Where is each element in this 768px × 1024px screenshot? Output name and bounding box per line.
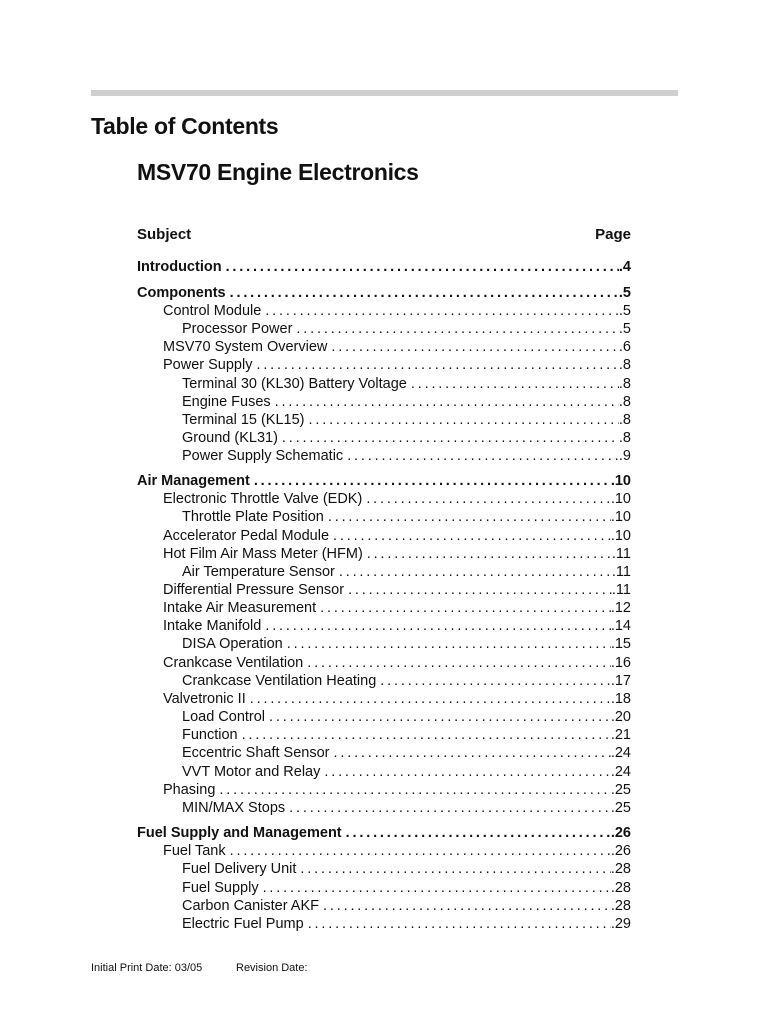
toc-entry[interactable] bbox=[182, 708, 631, 726]
toc-entry[interactable] bbox=[163, 842, 631, 860]
toc-entry-page: .11 bbox=[611, 564, 631, 580]
toc-entry[interactable] bbox=[163, 581, 631, 599]
toc-entry[interactable] bbox=[163, 527, 631, 545]
dot-leader bbox=[324, 763, 610, 781]
document-title: MSV70 Engine Electronics bbox=[137, 159, 419, 185]
toc-entry-page: .10 bbox=[610, 509, 631, 525]
toc-entry[interactable] bbox=[182, 915, 631, 933]
dot-leader bbox=[334, 744, 611, 762]
dot-leader bbox=[320, 599, 611, 617]
dot-leader bbox=[289, 799, 611, 817]
toc-entry-title: Air Management bbox=[137, 473, 250, 489]
toc-entry-title: Introduction bbox=[137, 259, 222, 275]
toc-entry[interactable] bbox=[182, 429, 631, 447]
toc-entry-page: .10 bbox=[610, 491, 631, 507]
toc-entry-page: .29 bbox=[610, 916, 631, 932]
dot-leader bbox=[309, 411, 619, 429]
toc-entry-page: .11 bbox=[611, 546, 631, 562]
toc-entry-page: .14 bbox=[610, 618, 631, 634]
toc-entry-page: .8 bbox=[618, 357, 631, 373]
toc-entry-page: .5 bbox=[618, 285, 631, 301]
toc-entry-title: Fuel Supply bbox=[182, 880, 259, 896]
dot-leader bbox=[347, 447, 619, 465]
dot-leader bbox=[367, 545, 612, 563]
toc-entry-page: .17 bbox=[610, 673, 631, 689]
toc-entry-title: Intake Manifold bbox=[163, 618, 262, 634]
toc-entry-page: .26 bbox=[610, 843, 631, 859]
toc-entry-title: Air Temperature Sensor bbox=[182, 564, 335, 580]
toc-entry-page: .28 bbox=[610, 880, 631, 896]
dot-leader bbox=[287, 635, 611, 653]
toc-entry-title: Engine Fuses bbox=[182, 394, 271, 410]
toc-entry[interactable] bbox=[182, 393, 631, 411]
toc-entry-title: VVT Motor and Relay bbox=[182, 764, 321, 780]
toc-entry[interactable] bbox=[163, 356, 631, 374]
dot-leader bbox=[300, 860, 610, 878]
toc-entry-page: .9 bbox=[618, 448, 631, 464]
toc-entry[interactable] bbox=[163, 781, 631, 799]
toc-entry-page: .10 bbox=[610, 473, 631, 489]
toc-entry-title: Load Control bbox=[182, 709, 266, 725]
dot-leader bbox=[296, 320, 619, 338]
toc-entry-title: MSV70 System Overview bbox=[163, 339, 328, 355]
toc-entry-title: Crankcase Ventilation bbox=[163, 655, 304, 671]
dot-leader bbox=[242, 726, 611, 744]
toc-entry[interactable] bbox=[163, 654, 631, 672]
toc-entry-title: Terminal 30 (KL30) Battery Voltage bbox=[182, 376, 407, 392]
dot-leader bbox=[230, 284, 619, 302]
subject-column-header: Subject bbox=[137, 226, 192, 243]
dot-leader bbox=[230, 842, 611, 860]
toc-entry[interactable] bbox=[182, 763, 631, 781]
toc-entry[interactable] bbox=[182, 799, 631, 817]
toc-entry-page: .24 bbox=[610, 745, 631, 761]
toc-entry-page: .28 bbox=[610, 861, 631, 877]
toc-entry-page: .10 bbox=[610, 528, 631, 544]
toc-section-entry[interactable] bbox=[137, 258, 631, 276]
toc-entry[interactable] bbox=[163, 545, 631, 563]
dot-leader bbox=[307, 654, 611, 672]
toc-entry-title: Fuel Delivery Unit bbox=[182, 861, 297, 877]
dot-leader bbox=[269, 708, 611, 726]
dot-leader bbox=[282, 429, 619, 447]
toc-entry-title: MIN/MAX Stops bbox=[182, 800, 286, 816]
toc-entry[interactable] bbox=[182, 508, 631, 526]
dot-leader bbox=[380, 672, 611, 690]
toc-entry-title: Carbon Canister AKF bbox=[182, 898, 320, 914]
toc-entry-page: .8 bbox=[618, 412, 631, 428]
dot-leader bbox=[366, 490, 611, 508]
dot-leader bbox=[256, 356, 618, 374]
toc-entry-title: Function bbox=[182, 727, 238, 743]
dot-leader bbox=[265, 617, 610, 635]
toc-entry-title: Components bbox=[137, 285, 226, 301]
toc-entry-page: .26 bbox=[610, 825, 631, 841]
toc-entry-page: .8 bbox=[618, 394, 631, 410]
dot-leader bbox=[308, 915, 611, 933]
dot-leader bbox=[331, 338, 619, 356]
toc-entry[interactable] bbox=[182, 860, 631, 878]
toc-entry-title: Fuel Supply and Management bbox=[137, 825, 342, 841]
toc-entry[interactable] bbox=[182, 447, 631, 465]
toc-entry[interactable] bbox=[163, 338, 631, 356]
toc-entry-page: .16 bbox=[610, 655, 631, 671]
dot-leader bbox=[254, 472, 611, 490]
dot-leader bbox=[411, 375, 619, 393]
toc-entry[interactable] bbox=[182, 375, 631, 393]
dot-leader bbox=[250, 690, 611, 708]
toc-entry-title: Power Supply Schematic bbox=[182, 448, 344, 464]
toc-entry-title: Electric Fuel Pump bbox=[182, 916, 304, 932]
toc-entry-page: .28 bbox=[610, 898, 631, 914]
toc-entry-page: .18 bbox=[610, 691, 631, 707]
dot-leader bbox=[226, 258, 619, 276]
toc-entry-page: .8 bbox=[618, 430, 631, 446]
toc-entry-page: .5 bbox=[618, 321, 631, 337]
dot-leader bbox=[323, 897, 611, 915]
header-rule bbox=[91, 90, 678, 96]
toc-entry-title: Crankcase Ventilation Heating bbox=[182, 673, 377, 689]
toc-entry-page: .8 bbox=[618, 376, 631, 392]
toc-entry[interactable] bbox=[182, 635, 631, 653]
toc-entry-page: .20 bbox=[610, 709, 631, 725]
toc-entry-page: .25 bbox=[610, 782, 631, 798]
toc-entry-page: .11 bbox=[611, 582, 631, 598]
toc-entry-title: DISA Operation bbox=[182, 636, 283, 652]
toc-entry-page: .21 bbox=[610, 727, 631, 743]
toc-entry-page: .12 bbox=[610, 600, 631, 616]
toc-entry-title: Processor Power bbox=[182, 321, 293, 337]
dot-leader bbox=[328, 508, 611, 526]
toc-section-entry[interactable] bbox=[137, 472, 631, 490]
toc-entry-title: Phasing bbox=[163, 782, 216, 798]
dot-leader bbox=[333, 527, 611, 545]
dot-leader bbox=[339, 563, 612, 581]
toc-entry-title: Terminal 15 (KL15) bbox=[182, 412, 305, 428]
toc-entry-title: Differential Pressure Sensor bbox=[163, 582, 345, 598]
toc-entry-title: Throttle Plate Position bbox=[182, 509, 324, 525]
toc-entry[interactable] bbox=[182, 879, 631, 897]
dot-leader bbox=[275, 393, 619, 411]
toc-entry-title: Power Supply bbox=[163, 357, 253, 373]
dot-leader bbox=[219, 781, 610, 799]
toc-entry[interactable] bbox=[182, 411, 631, 429]
toc-entry-title: Ground (KL31) bbox=[182, 430, 278, 446]
dot-leader bbox=[346, 824, 611, 842]
toc-entry[interactable] bbox=[182, 744, 631, 762]
toc-entry-title: Control Module bbox=[163, 303, 262, 319]
dot-leader bbox=[348, 581, 612, 599]
toc-entry-page: .15 bbox=[610, 636, 631, 652]
toc-entry[interactable] bbox=[163, 617, 631, 635]
dot-leader bbox=[265, 302, 619, 320]
toc-entry-title: Eccentric Shaft Sensor bbox=[182, 745, 330, 761]
toc-entry[interactable] bbox=[182, 726, 631, 744]
toc-entry[interactable] bbox=[163, 302, 631, 320]
toc-section-entry[interactable] bbox=[137, 824, 631, 842]
dot-leader bbox=[263, 879, 611, 897]
toc-entry-title: Electronic Throttle Valve (EDK) bbox=[163, 491, 363, 507]
toc-entry-page: .24 bbox=[610, 764, 631, 780]
toc-entry[interactable] bbox=[182, 563, 631, 581]
revision-date: Revision Date: bbox=[236, 962, 308, 974]
toc-entry-title: Accelerator Pedal Module bbox=[163, 528, 330, 544]
toc-entry-page: .25 bbox=[610, 800, 631, 816]
toc-entry-page: .4 bbox=[618, 259, 631, 275]
toc-entry-title: Hot Film Air Mass Meter (HFM) bbox=[163, 546, 363, 562]
toc-entry[interactable] bbox=[182, 320, 631, 338]
initial-print-date: Initial Print Date: 03/05 bbox=[91, 962, 203, 974]
toc-entry[interactable] bbox=[182, 672, 631, 690]
page-column-header: Page bbox=[595, 226, 631, 243]
toc-entry[interactable] bbox=[163, 599, 631, 617]
toc-entry-page: .6 bbox=[618, 339, 631, 355]
toc-section-entry[interactable] bbox=[137, 284, 631, 302]
page-title: Table of Contents bbox=[91, 113, 279, 139]
toc-entry[interactable] bbox=[182, 897, 631, 915]
toc-entry-title: Intake Air Measurement bbox=[163, 600, 317, 616]
toc-entry-title: Fuel Tank bbox=[163, 843, 226, 859]
toc-entry-title: Valvetronic II bbox=[163, 691, 246, 707]
toc-entry-page: .5 bbox=[618, 303, 631, 319]
toc-entry[interactable] bbox=[163, 690, 631, 708]
toc-entry[interactable] bbox=[163, 490, 631, 508]
